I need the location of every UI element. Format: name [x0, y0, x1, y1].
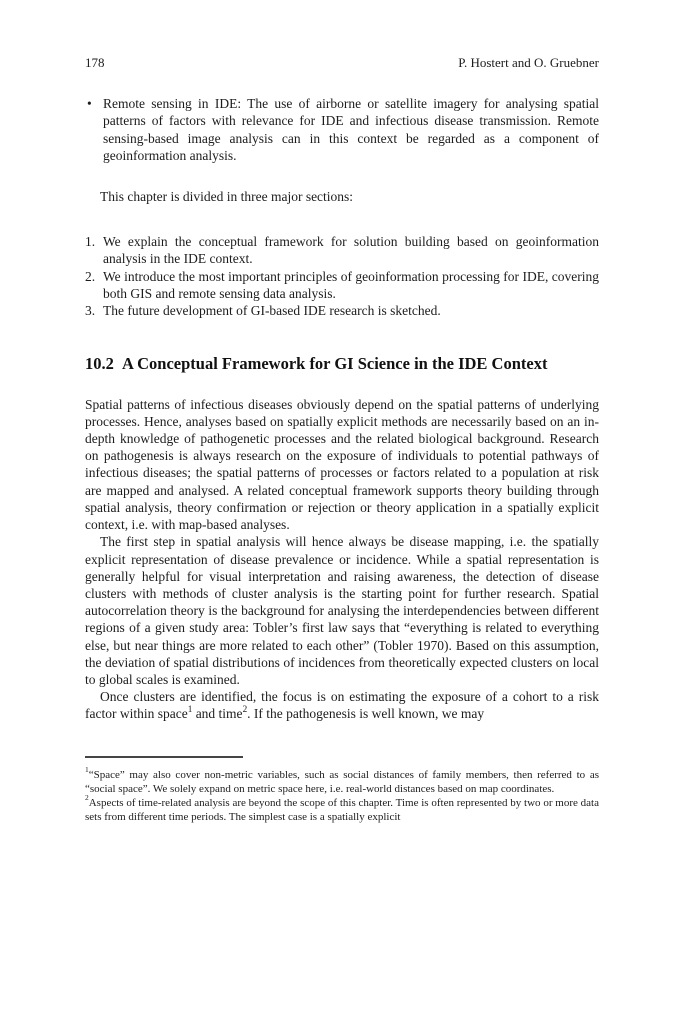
footnote-marker-2: 2 [85, 793, 89, 803]
list-item [85, 302, 599, 319]
footnotes-section [85, 765, 599, 824]
footnote-divider [85, 756, 243, 758]
page-number: 178 [85, 55, 105, 70]
section-heading [85, 353, 599, 375]
numbered-item-text: We introduce the most important principles of geoinformation processing for IDE, covering both GIS and remote sensing data analysis. [103, 268, 599, 302]
section-number: 10.2 [85, 353, 114, 373]
footnote-text: “Space” may also cover non-metric variables, such as social distances of family members, then referred to as “social space”. We solely expand on metric space here, i.e. real-world distances based on map coordinates. [85, 768, 599, 795]
item-number: 3. [85, 303, 96, 319]
paragraph-text: and time [192, 706, 243, 722]
numbered-item-text: The future development of GI-based IDE research is sketched. [103, 303, 441, 319]
footnote-2 [85, 793, 599, 824]
bullet-icon: • [87, 96, 92, 111]
footnote-reference-2: 2 [242, 703, 248, 714]
paragraph: Spatial patterns of infectious diseases obviously depend on the spatial patterns of underlying processes. Hence, analyses based on spatially explicit methods are necessarily based on an in-depth knowledge of pathogenetic processes and the related biological background. Research on pathogenesis is always research on the exposure of individuals to potential pathways of infectious diseases; the spatial patterns of processes or factors related to a population at risk are mapped and analysed. A related conceptual framework supports theory building through spatial analysis, theory confirmation or rejection or theory application in a spatially explicit context, i.e. with map-based analyses. [85, 396, 599, 533]
footnote-text: Aspects of time-related analysis are beyond the scope of this chapter. Time is often represented by two or more data sets from different time periods. The simplest case is a spatially explicit [85, 796, 599, 823]
numbered-item-text: We explain the conceptual framework for solution building based on geoinformation analysis in the IDE context. [103, 234, 599, 267]
bullet-item-text: Remote sensing in IDE: The use of airborne or satellite imagery for analysing spatial patterns of factors with relevance for IDE and infectious disease transmission. Remote sensing-based image analysis can in this context be regarded as a component of geoinformation analysis. [103, 96, 599, 163]
footnote-reference-1: 1 [187, 703, 193, 714]
list-item [85, 233, 599, 268]
section-title: A Conceptual Framework for GI Science in the IDE Context [122, 353, 548, 373]
item-number: 2. [85, 268, 96, 284]
running-title: P. Hostert and O. Gruebner [458, 55, 599, 70]
list-item [85, 268, 599, 303]
numbered-list [85, 233, 599, 319]
item-number: 1. [85, 234, 96, 250]
page-header [85, 54, 599, 71]
bullet-list [85, 95, 599, 164]
paragraph-text: . If the pathogenesis is well known, we may [247, 706, 485, 722]
footnote-1 [85, 765, 599, 796]
footnote-marker-1: 1 [85, 765, 89, 775]
list-item [85, 95, 599, 164]
intro-sentence: This chapter is divided in three major sections: [100, 189, 354, 205]
paragraph: The first step in spatial analysis will hence always be disease mapping, i.e. the spatially explicit representation of disease prevalence or incidence. While a spatial representation is generally helpful for visual interpretation and raising awareness, the detection of disease clusters with methods of cluster analysis is the starting point for further research. Spatial autocorrelation theory is the background for analysing the interdependencies between different regions of a given study area: Tobler’s first law says that “everything is related to everything else, but near things are more related to each other” (Tobler 1970). Based on this assumption, the deviation of spatial distributions of incidences from theoretically expected clusters on local to global scales is examined. [85, 534, 599, 687]
paragraph-text: Once clusters are identified, the focus is on estimating the exposure of a cohort to a risk factor within space [85, 689, 599, 722]
paragraph [85, 688, 599, 722]
